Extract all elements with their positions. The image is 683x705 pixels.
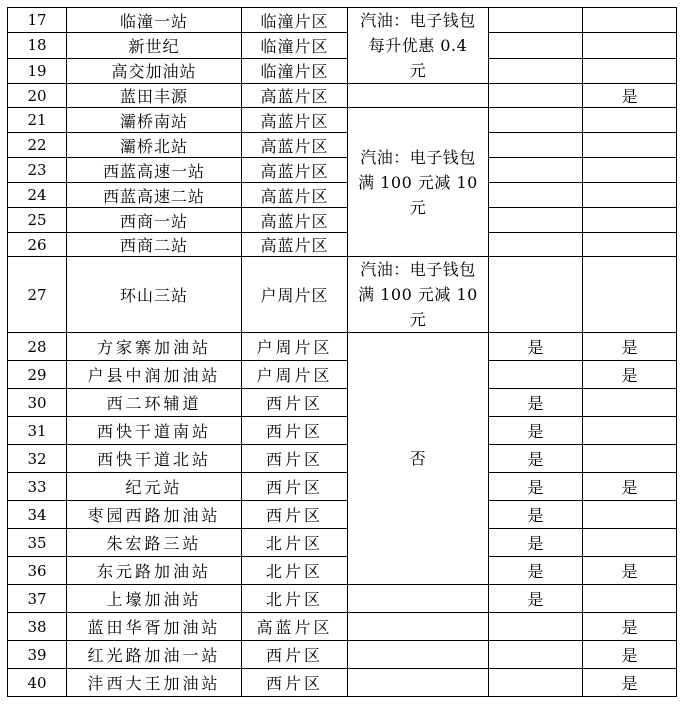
area-name: 临潼片区 xyxy=(242,8,348,33)
station-name: 西商一站 xyxy=(67,208,242,233)
area-name: 高蓝片区 xyxy=(242,133,348,158)
table-row xyxy=(8,133,677,158)
station-name: 户县中润加油站 xyxy=(67,361,242,389)
flag-cell xyxy=(583,133,677,158)
flag-cell: 是 xyxy=(489,473,583,501)
promo-line: 元 xyxy=(409,61,427,80)
flag-cell: 是 xyxy=(489,585,583,613)
flag-cell: 是 xyxy=(583,613,677,641)
table-row xyxy=(8,445,677,473)
area-name: 高蓝片区 xyxy=(242,84,348,108)
area-name: 临潼片区 xyxy=(242,58,348,83)
table-row xyxy=(8,585,677,613)
flag-cell xyxy=(489,233,583,257)
promo-line: 元 xyxy=(409,197,427,217)
flag-cell xyxy=(583,417,677,445)
station-name: 蓝田丰源 xyxy=(67,84,242,108)
station-name: 高交加油站 xyxy=(67,58,242,83)
area-name: 户周片区 xyxy=(242,257,348,333)
table-row xyxy=(8,361,677,389)
table-row xyxy=(8,501,677,529)
flag-cell: 是 xyxy=(583,557,677,585)
promo-line: 汽油：电子钱包 xyxy=(360,11,476,30)
row-number: 17 xyxy=(8,8,67,33)
flag-cell: 是 xyxy=(489,529,583,557)
promo-cell: 否 xyxy=(348,333,489,585)
area-name: 北片区 xyxy=(242,585,348,613)
row-number: 18 xyxy=(8,33,67,58)
area-name: 西片区 xyxy=(242,473,348,501)
row-number: 21 xyxy=(8,108,67,133)
row-number: 33 xyxy=(8,473,67,501)
flag-cell xyxy=(583,257,677,333)
area-name: 高蓝片区 xyxy=(242,208,348,233)
row-number: 31 xyxy=(8,417,67,445)
flag-cell xyxy=(583,501,677,529)
row-number: 29 xyxy=(8,361,67,389)
flag-cell: 是 xyxy=(489,501,583,529)
flag-cell: 是 xyxy=(489,557,583,585)
row-number: 22 xyxy=(8,133,67,158)
area-name: 西片区 xyxy=(242,417,348,445)
promo-cell xyxy=(348,84,489,108)
area-name: 北片区 xyxy=(242,557,348,585)
table-row xyxy=(8,33,677,58)
flag-cell xyxy=(489,257,583,333)
area-name: 高蓝片区 xyxy=(242,158,348,183)
station-name: 新世纪 xyxy=(67,33,242,58)
station-name: 朱宏路三站 xyxy=(67,529,242,557)
table-row xyxy=(8,233,677,257)
table-row xyxy=(8,208,677,233)
flag-cell xyxy=(583,529,677,557)
station-name: 西蓝高速二站 xyxy=(67,183,242,208)
station-name: 红光路加油一站 xyxy=(67,641,242,669)
row-number: 28 xyxy=(8,333,67,361)
flag-cell xyxy=(583,183,677,208)
station-name: 灞桥北站 xyxy=(67,133,242,158)
flag-cell xyxy=(489,669,583,697)
station-name: 临潼一站 xyxy=(67,8,242,33)
area-name: 临潼片区 xyxy=(242,33,348,58)
station-name: 环山三站 xyxy=(67,257,242,333)
promo-cell xyxy=(348,257,489,333)
station-name: 纪元站 xyxy=(67,473,242,501)
promo-line: 满 100 元减 10 xyxy=(358,285,478,304)
flag-cell xyxy=(583,108,677,133)
table-row xyxy=(8,613,677,641)
station-name: 方家寨加油站 xyxy=(67,333,242,361)
station-name: 西商二站 xyxy=(67,233,242,257)
row-number: 39 xyxy=(8,641,67,669)
area-name: 西片区 xyxy=(242,501,348,529)
table-row xyxy=(8,257,677,333)
flag-cell: 是 xyxy=(583,473,677,501)
flag-cell: 是 xyxy=(583,641,677,669)
promo-cell xyxy=(348,641,489,669)
table-row xyxy=(8,108,677,133)
promo-line: 元 xyxy=(409,310,427,329)
row-number: 37 xyxy=(8,585,67,613)
row-number: 38 xyxy=(8,613,67,641)
promo-cell xyxy=(348,669,489,697)
flag-cell: 是 xyxy=(489,445,583,473)
station-name: 西快干道北站 xyxy=(67,445,242,473)
area-name: 高蓝片区 xyxy=(242,613,348,641)
row-number: 35 xyxy=(8,529,67,557)
flag-cell: 是 xyxy=(583,84,677,108)
area-name: 高蓝片区 xyxy=(242,108,348,133)
promo-line: 汽油：电子钱包 xyxy=(360,147,476,167)
station-name: 东元路加油站 xyxy=(67,557,242,585)
table-row xyxy=(8,333,677,361)
row-number: 40 xyxy=(8,669,67,697)
flag-cell xyxy=(583,585,677,613)
flag-cell: 是 xyxy=(489,389,583,417)
promo-line: 每升优惠 0.4 xyxy=(368,36,468,55)
area-name: 西片区 xyxy=(242,669,348,697)
flag-cell xyxy=(583,233,677,257)
promo-cell xyxy=(348,585,489,613)
promo-cell xyxy=(348,613,489,641)
station-name: 西快干道南站 xyxy=(67,417,242,445)
promo-cell xyxy=(348,108,489,257)
table-row xyxy=(8,58,677,83)
table-row xyxy=(8,641,677,669)
table-row xyxy=(8,8,677,33)
flag-cell xyxy=(583,33,677,58)
flag-cell xyxy=(583,58,677,83)
flag-cell xyxy=(489,84,583,108)
flag-cell xyxy=(489,158,583,183)
table-row xyxy=(8,669,677,697)
flag-cell xyxy=(489,133,583,158)
station-table-body xyxy=(8,8,677,697)
flag-cell xyxy=(489,208,583,233)
promo-line: 汽油：电子钱包 xyxy=(360,260,476,279)
area-name: 西片区 xyxy=(242,389,348,417)
station-name: 蓝田华胥加油站 xyxy=(67,613,242,641)
flag-cell xyxy=(489,8,583,33)
table-row xyxy=(8,84,677,108)
station-table xyxy=(7,7,677,697)
row-number: 19 xyxy=(8,58,67,83)
table-row xyxy=(8,417,677,445)
flag-cell xyxy=(489,361,583,389)
flag-cell xyxy=(489,108,583,133)
station-name: 枣园西路加油站 xyxy=(67,501,242,529)
row-number: 30 xyxy=(8,389,67,417)
row-number: 36 xyxy=(8,557,67,585)
flag-cell: 是 xyxy=(583,361,677,389)
area-name: 高蓝片区 xyxy=(242,183,348,208)
promo-cell xyxy=(348,8,489,84)
table-row xyxy=(8,158,677,183)
area-name: 高蓝片区 xyxy=(242,233,348,257)
flag-cell xyxy=(489,183,583,208)
promo-line: 满 100 元减 10 xyxy=(358,172,478,192)
station-name: 上壕加油站 xyxy=(67,585,242,613)
table-row xyxy=(8,183,677,208)
flag-cell xyxy=(583,208,677,233)
row-number: 23 xyxy=(8,158,67,183)
flag-cell: 是 xyxy=(489,333,583,361)
table-row xyxy=(8,529,677,557)
flag-cell xyxy=(489,613,583,641)
row-number: 26 xyxy=(8,233,67,257)
flag-cell: 是 xyxy=(583,669,677,697)
table-row xyxy=(8,389,677,417)
area-name: 户周片区 xyxy=(242,361,348,389)
table-row xyxy=(8,557,677,585)
area-name: 北片区 xyxy=(242,529,348,557)
flag-cell xyxy=(583,8,677,33)
area-name: 户周片区 xyxy=(242,333,348,361)
row-number: 25 xyxy=(8,208,67,233)
station-name: 灞桥南站 xyxy=(67,108,242,133)
row-number: 20 xyxy=(8,84,67,108)
station-name: 沣西大王加油站 xyxy=(67,669,242,697)
row-number: 27 xyxy=(8,257,67,333)
flag-cell xyxy=(583,389,677,417)
flag-cell xyxy=(583,158,677,183)
station-name: 西二环辅道 xyxy=(67,389,242,417)
flag-cell: 是 xyxy=(583,333,677,361)
area-name: 西片区 xyxy=(242,641,348,669)
row-number: 34 xyxy=(8,501,67,529)
station-name: 西蓝高速一站 xyxy=(67,158,242,183)
row-number: 32 xyxy=(8,445,67,473)
area-name: 西片区 xyxy=(242,445,348,473)
flag-cell xyxy=(489,641,583,669)
flag-cell: 是 xyxy=(489,417,583,445)
table-row xyxy=(8,473,677,501)
row-number: 24 xyxy=(8,183,67,208)
flag-cell xyxy=(489,58,583,83)
flag-cell xyxy=(583,445,677,473)
flag-cell xyxy=(489,33,583,58)
